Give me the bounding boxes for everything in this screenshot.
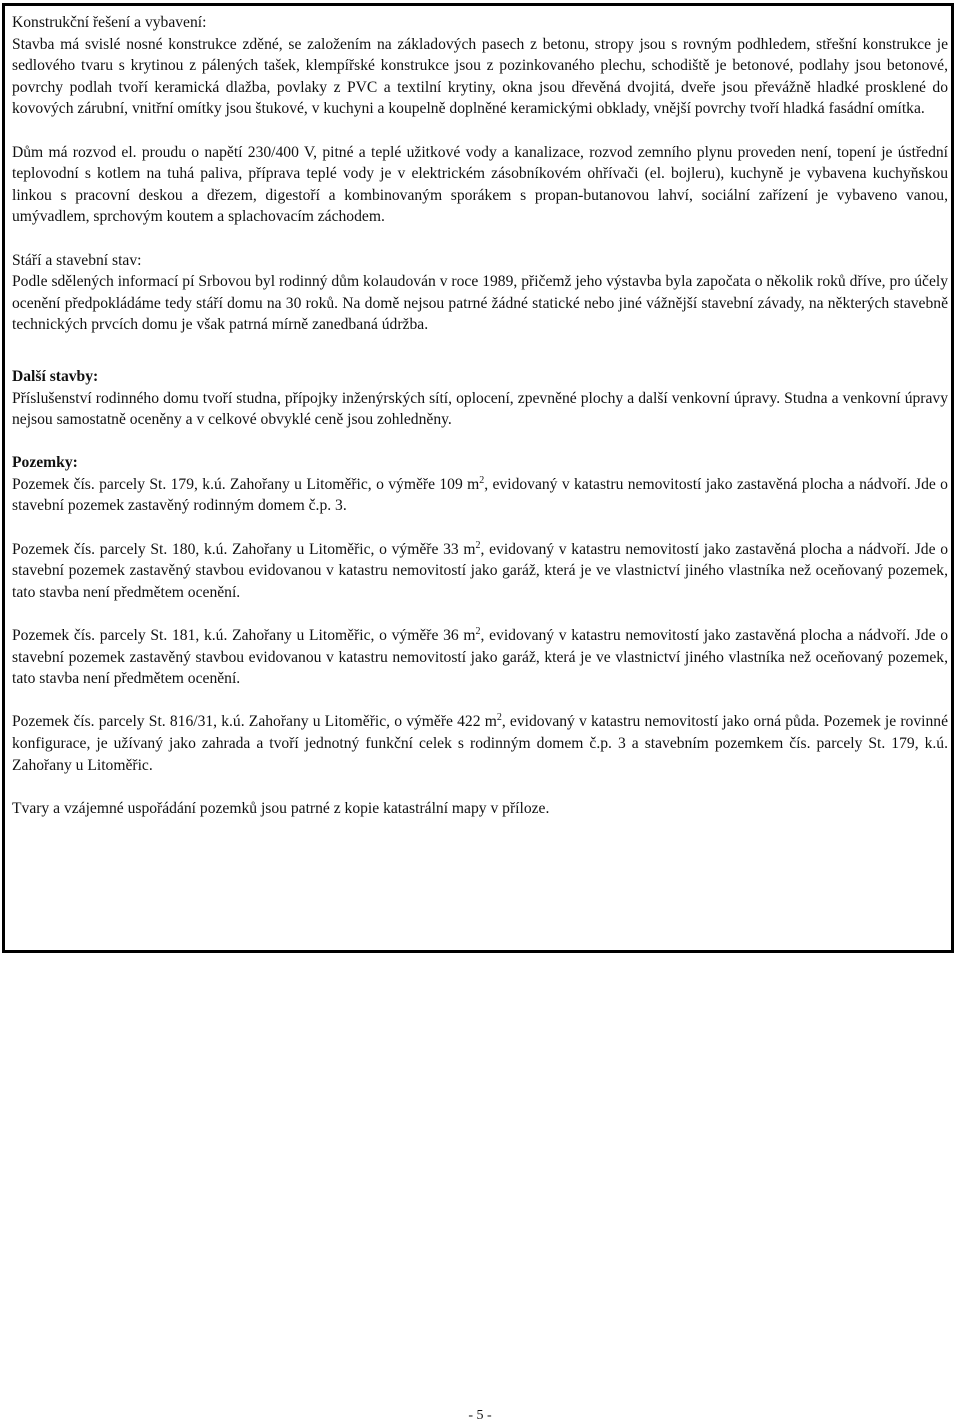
parcel-text: , evidovaný v katastru nemovitostí jako orná půda. Pozemek je rovinné konfigurace, je užívaný jako zahrada a tvoří jednotný funkční celek s rodinným domem č.p. 3 a stavebním pozemkem čís. parcely St. 179, k.ú. Zahořany u Litoměřic. <box>12 713 948 774</box>
spacer <box>12 776 948 798</box>
parcel-paragraph <box>12 474 948 517</box>
land-title: Pozemky: <box>12 454 78 472</box>
spacer <box>12 120 948 142</box>
parcel-superscript: 2 <box>475 625 481 637</box>
utilities-body: Dům má rozvod el. proudu o napětí 230/400 V, pitné a teplé užitkové vody a kanalizace, rozvod zemního plynu proveden není, topení je ústřední teplovodní s kotlem na tuhá paliva, příprava teplé vody je v elektrickém zásobníkovém ohřívači (el. bojleru), kuchyně je vybavena kuchyňskou linkou s pracovní deskou a dřezem, digestoří a kombinovaným sporákem s propan-butanovou lahví, sociální zařízení je vybaveno vanou, umývadlem, sprchovým koutem a splachovacím záchodem. <box>12 143 948 226</box>
spacer <box>12 336 948 366</box>
age-title: Stáří a stavební stav: <box>12 251 142 269</box>
parcel-superscript: 2 <box>496 712 502 724</box>
parcel-text: Pozemek čís. parcely St. 816/31, k.ú. Zahořany u Litoměřic, o výměře 422 m <box>12 713 497 731</box>
other-buildings-body: Příslušenství rodinného domu tvoří studna, přípojky inženýrských sítí, oplocení, zpevněné plochy a další venkovní úpravy. Studna a venkovní úpravy nejsou samostatně oceněny a v celkové obvyklé ceně jsou zohledněny. <box>12 389 948 429</box>
parcel-paragraph <box>12 625 948 690</box>
parcel-paragraph <box>12 711 948 776</box>
spacer <box>12 228 948 250</box>
spacer <box>12 690 948 712</box>
construction-title: Konstrukční řešení a vybavení: <box>12 14 207 31</box>
parcel-text: Pozemek čís. parcely St. 180, k.ú. Zahořany u Litoměřic, o výměře 33 m <box>12 540 476 558</box>
other-buildings-title: Další stavby: <box>12 367 99 385</box>
parcel-text: , evidovaný v katastru nemovitostí jako zastavěná plocha a nádvoří. Jde o stavební pozemek zastavěný stavbou evidovanou v katastru nemovitostí jako garáž, která je ve vlastnictví jiného vlastníka než oceňovaný pozemek, tato stavba není předmětem ocenění. <box>12 540 948 601</box>
age-body: Podle sdělených informací pí Srbovou byl rodinný dům kolaudován v roce 1989, přičemž jeho výstavba byla započata o několik roků dříve, pro účely ocenění předpokládáme tedy stáří domu na 30 roků. Na domě nejsou patrné žádné statické nebo jiné vážnější stavební závady, na některých stavebně technických prvcích domu je však patrná mírně zanedbaná údržba. <box>12 273 948 334</box>
page-number: - 5 - <box>468 1408 492 1423</box>
land-closing: Tvary a vzájemné uspořádání pozemků jsou patrné z kopie katastrální mapy v příloze. <box>12 799 550 817</box>
parcel-superscript: 2 <box>479 474 485 486</box>
spacer <box>12 603 948 625</box>
parcel-text: , evidovaný v katastru nemovitostí jako zastavěná plocha a nádvoří. Jde o stavební pozemek zastavěný stavbou evidovanou v katastru nemovitostí jako garáž, která je ve vlastnictví jiného vlastníka než oceňovaný pozemek, tato stavba není předmětem ocenění. <box>12 627 948 688</box>
construction-body: Stavba má svislé nosné konstrukce zděné, se založením na základových pasech z betonu, stropy jsou s rovným podhledem, střešní konstrukce je sedlového tvaru s krytinou z pálených tašek, klempířské konstrukce jsou z pozinkovaného plechu, schodiště je betonové, podlahy jsou betonové, povrchy podlah tvoří keramická dlažba, povlaky z PVC a textilní krytiny, okna jsou dřevěná dvojitá, dveře jsou převážně hladké prosklené do kovových zárubní, vnitřní omítky jsou štukové, v kuchyni a koupelně doplněné keramickými obklady, vnější povrchy tvoří hladká fasádní omítka. <box>12 35 948 118</box>
spacer <box>12 517 948 539</box>
document-frame <box>2 3 954 953</box>
parcel-text: Pozemek čís. parcely St. 181, k.ú. Zahořany u Litoměřic, o výměře 36 m <box>12 627 476 645</box>
document-content <box>12 12 948 819</box>
parcel-text: , evidovaný v katastru nemovitostí jako zastavěná plocha a nádvoří. Jde o stavební pozemek zastavěný rodinným domem č.p. 3. <box>12 475 948 515</box>
spacer <box>12 431 948 453</box>
parcel-paragraph <box>12 539 948 604</box>
parcel-text: Pozemek čís. parcely St. 179, k.ú. Zahořany u Litoměřic, o výměře 109 m <box>12 475 480 493</box>
parcel-superscript: 2 <box>475 539 481 551</box>
